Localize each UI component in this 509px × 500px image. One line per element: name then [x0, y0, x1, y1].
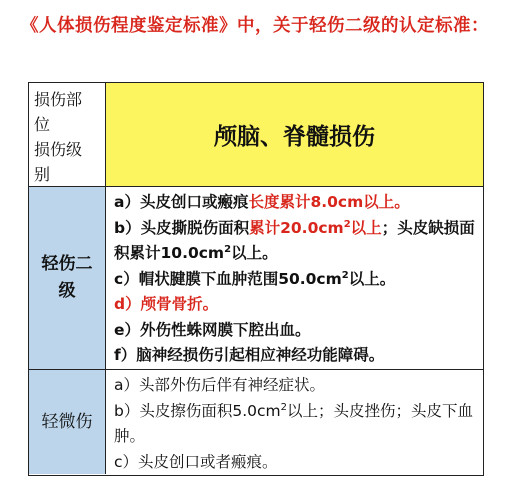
- level-label-cell: [29, 187, 106, 370]
- criterion-f: f）脑神经损伤引起相应神经功能障碍。: [114, 346, 385, 364]
- header-category-cell: [29, 83, 106, 187]
- criterion-e: e）外伤性蛛网膜下腔出血。: [114, 320, 311, 339]
- criterion-c: c）帽状腱膜下血肿范围$50.0cm^2$以上。: [114, 269, 396, 288]
- level-criteria-cell: [106, 187, 483, 370]
- header-category-line: 损伤级: [34, 140, 83, 159]
- injury-standard-table: [28, 82, 484, 476]
- header-category-line: 位: [34, 115, 51, 134]
- header-title: 颅脑、脊髓损伤: [214, 124, 375, 150]
- header-category-line: 损伤部: [34, 90, 83, 109]
- criterion-c: c）头皮创口或者瘢痕。: [114, 452, 278, 471]
- criterion-a: a）头部外伤后伴有神经症状。: [114, 376, 325, 394]
- criterion-a: a）头皮创口或瘢痕长度累计8.0cm以上。: [114, 193, 410, 211]
- level-label-line: 轻伤二: [41, 254, 93, 274]
- criterion-d: d）颅骨骨折。: [114, 295, 219, 313]
- header-title-cell: [106, 83, 483, 187]
- level-label-cell: [29, 370, 106, 474]
- criterion-b: b）头皮擦伤面积$5.0cm^2$以上；头皮挫伤；头皮下血肿。: [114, 401, 474, 445]
- level-label-line: 轻微伤: [41, 411, 93, 432]
- level-criteria-cell: [106, 370, 483, 474]
- criterion-b: b）头皮撕脱伤面积累计$20.0cm^2$以上；头皮缺损面积累计$10.0cm^2$以上。: [114, 218, 475, 262]
- header-category-line: 别: [34, 165, 51, 184]
- level-label-line: 级: [58, 281, 76, 301]
- page-title: 《人体损伤程度鉴定标准》中，关于轻伤二级的认定标准：: [21, 16, 489, 36]
